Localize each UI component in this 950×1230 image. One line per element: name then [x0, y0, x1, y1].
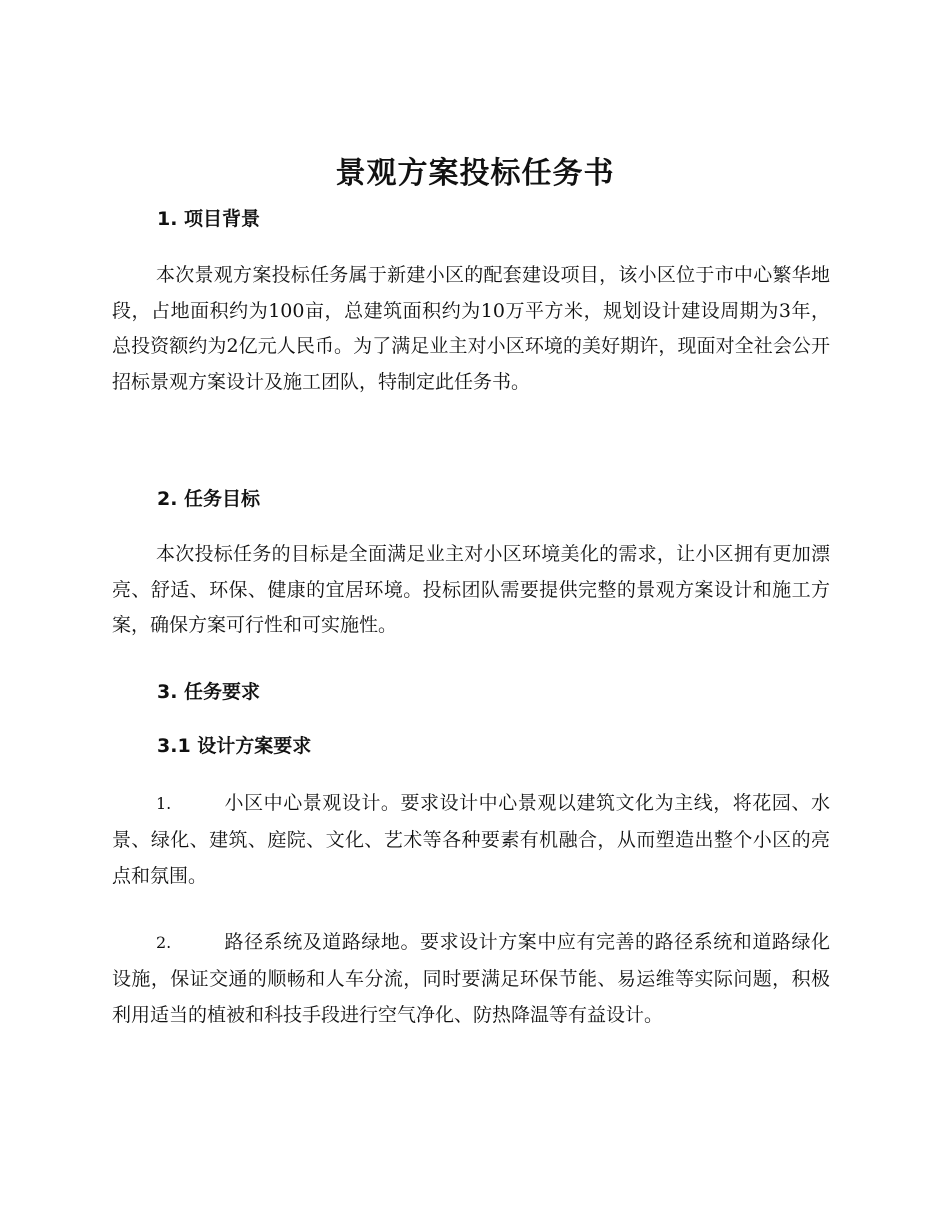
list-item-number: 1. — [156, 794, 172, 813]
section-heading-design-requirements: 3.1 设计方案要求 — [157, 735, 312, 757]
list-item-number: 2. — [156, 933, 172, 952]
section-heading-project-background: 1. 项目背景 — [157, 208, 261, 230]
section-paragraph-project-background: 本次景观方案投标任务属于新建小区的配套建设项目，该小区位于市中心繁华地段，占地面积约为100亩，总建筑面积约为10万平方米，规划设计建设周期为3年，总投资额约为2亿元人民币。为了满足业主对小区环境的美好期许，现面对全社会公开招标景观方案设计及施工团队，特制定此任务书。 — [112, 264, 830, 393]
section-paragraph-task-goal: 本次投标任务的目标是全面满足业主对小区环境美化的需求，让小区拥有更加漂亮、舒适、环保、健康的宜居环境。投标团队需要提供完整的景观方案设计和施工方案，确保方案可行性和可实施性。 — [112, 543, 830, 636]
list-item — [112, 785, 830, 894]
list-item — [112, 924, 830, 1033]
document-title: 景观方案投标任务书 — [335, 156, 615, 191]
section-heading-task-goal: 2. 任务目标 — [157, 488, 261, 510]
list-item-text: 路径系统及道路绿地。要求设计方案中应有完善的路径系统和道路绿化设施，保证交通的顺畅和人车分流，同时要满足环保节能、易运维等实际问题，积极利用适当的植被和科技手段进行空气净化、防热降温等有益设计。 — [112, 931, 830, 1026]
list-item-text: 小区中心景观设计。要求设计中心景观以建筑文化为主线，将花园、水景、绿化、建筑、庭院、文化、艺术等各种要素有机融合，从而塑造出整个小区的亮点和氛围。 — [112, 792, 830, 887]
section-heading-task-requirements: 3. 任务要求 — [157, 681, 261, 703]
